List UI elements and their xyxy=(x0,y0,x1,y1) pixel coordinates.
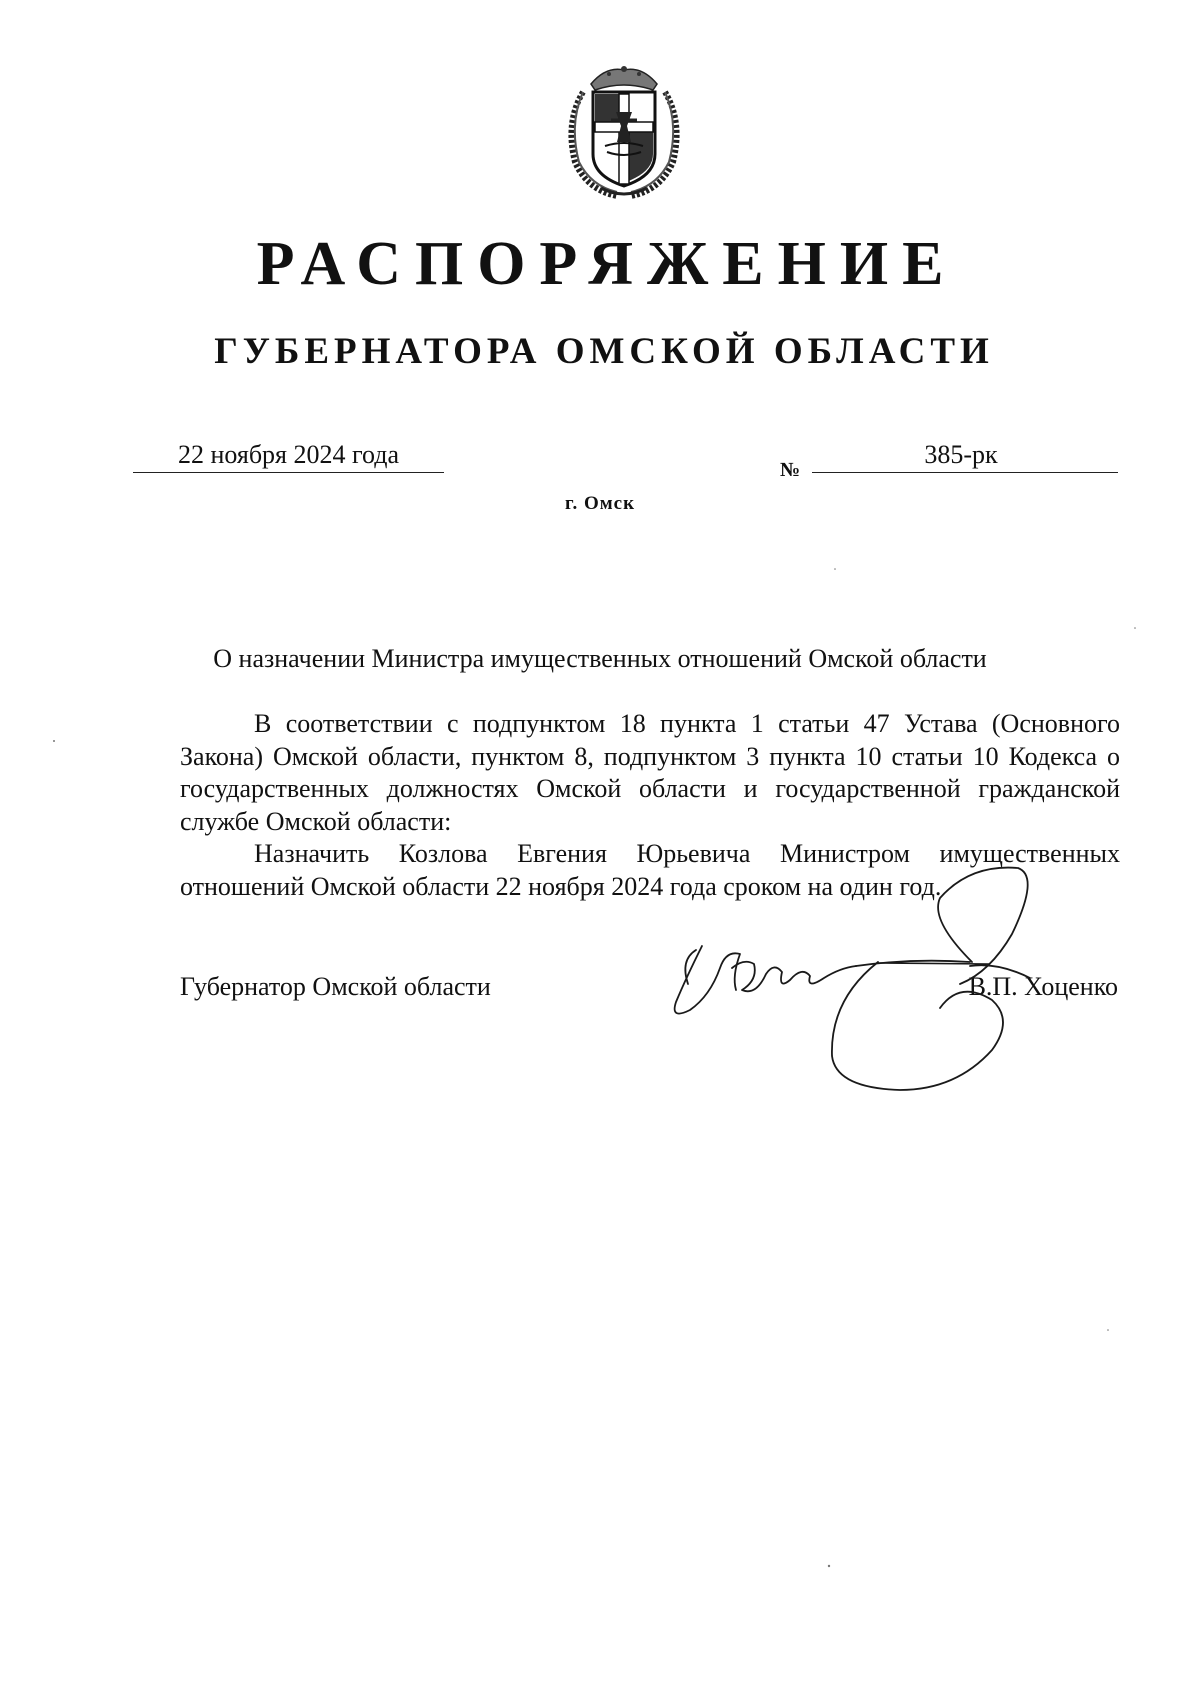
issuer-title: ГУБЕРНАТОРА ОМСКОЙ ОБЛАСТИ xyxy=(214,331,994,372)
omsk-coat-of-arms-emblem xyxy=(561,62,687,200)
body-paragraph-1: В соответствии с подпунктом 18 пункта 1 статьи 47 Устава (Основного Закона) Омской области, пунктом 8, подпунктом 3 пункта 10 статьи 10 Кодекса о государственных должностях Омской области и государственной гражданской службе Омской области: xyxy=(180,709,1120,836)
signatory-position: Губернатор Омской области xyxy=(180,972,491,1001)
document-number-field xyxy=(812,438,1118,473)
document-body xyxy=(180,708,1120,903)
body-paragraph-2: Назначить Козлова Евгения Юрьевича Министром имущественных отношений Омской области 22 ноября 2024 года сроком на один год. xyxy=(180,839,1120,901)
document-type-title: РАСПОРЯЖЕНИЕ xyxy=(256,230,958,298)
document-number: 385-рк xyxy=(924,440,998,469)
document-subject: О назначении Министра имущественных отношений Омской области xyxy=(213,644,987,673)
document-date: 22 ноября 2024 года xyxy=(133,438,444,473)
signatory-name: В.П. Хоценко xyxy=(968,972,1118,1001)
number-sign: № xyxy=(780,459,801,481)
city-label: г. Омск xyxy=(564,493,636,514)
